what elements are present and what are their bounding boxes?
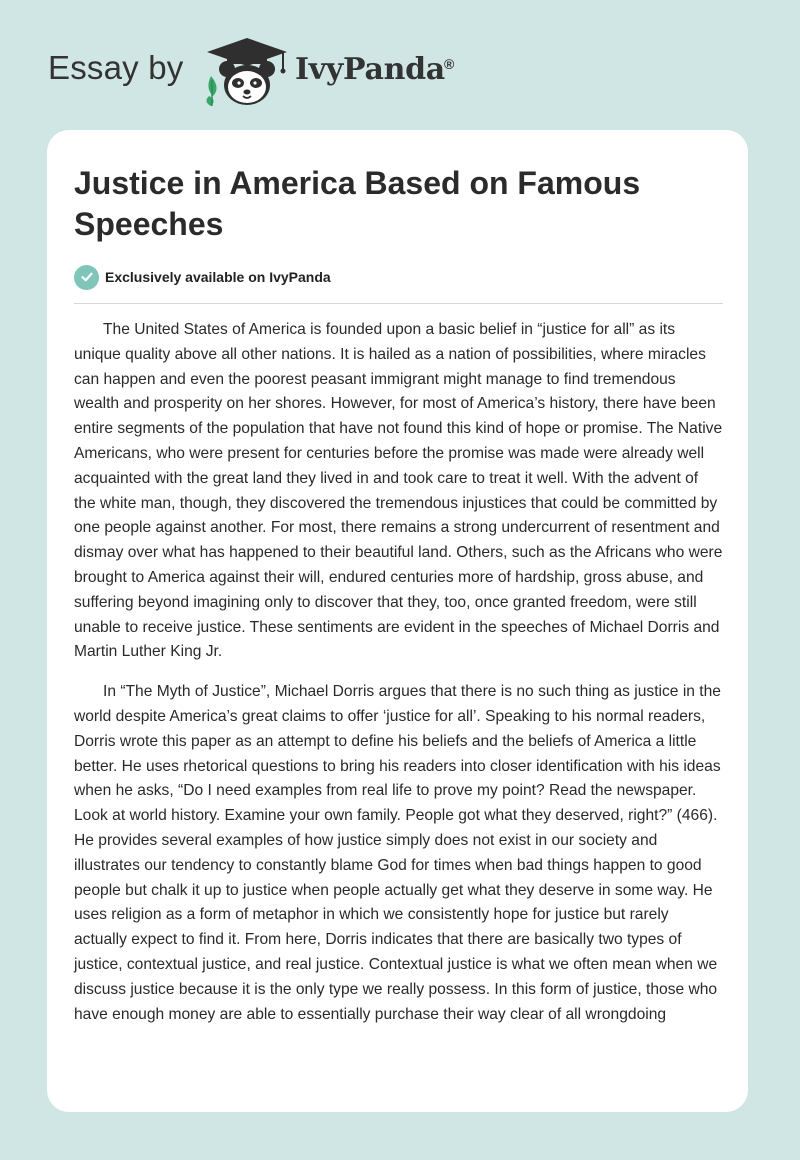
essay-body	[74, 318, 724, 1042]
essay-by-label: Essay by	[48, 49, 184, 86]
essay-card	[47, 130, 748, 1112]
exclusive-badge-label: Exclusively available on IvyPanda	[105, 269, 331, 285]
essay-title: Justice in America Based on Famous Speeches	[74, 165, 641, 242]
paragraph: In “The Myth of Justice”, Michael Dorris argues that there is no such thing as justice in the world despite America’s great claims to offer ‘justice for all’. Speaking to his normal readers, Dorris wrote this paper as an attempt to define his beliefs and the beliefs of America a little better. He uses rhetorical questions to bring his readers into closer identification with his ideas when he asks, “Do I need examples from real life to prove my point? Read the newspaper. Look at world history. Examine your own family. People got what they deserved, right?” (466). He provides several examples of how justice simply does not exist in our society and illustrates our tendency to constantly blame God for times when bad things happen to good people but chalk it up to justice when people actually get what they deserve in some way. He uses religion as a form of metaphor in which we consistently hope for justice but rarely actually expect to find it. From here, Dorris indicates that there are basically two types of justice, contextual justice, and real justice. Contextual justice is what we often mean when we discuss justice because it is the only type we really possess. In this form of justice, those who have enough money are able to essentially purchase their way clear of all wrongdoing	[74, 683, 721, 1023]
check-icon	[74, 265, 99, 290]
divider	[74, 303, 723, 304]
registered-mark: ®	[444, 56, 455, 72]
brand-name[interactable]: IvyPanda	[295, 52, 445, 87]
panda-graduate-icon[interactable]	[203, 36, 291, 108]
site-header	[0, 0, 800, 130]
exclusive-badge	[74, 264, 331, 290]
paragraph: The United States of America is founded upon a basic belief in “justice for all” as its unique quality above all other nations. It is hailed as a nation of possibilities, where miracles can happen and even the poorest peasant immigrant might manage to find tremendous wealth and prosperity on her shores. However, for most of America’s history, there have been entire segments of the population that have not found this kind of hope or promise. The Native Americans, who were present for centuries before the promise was made were already well acquainted with the great land they lived in and took care to treat it well. With the advent of the white man, though, they discovered the tremendous injustices that could be committed by one people against another. For most, there remains a strong undercurrent of resentment and dismay over what has happened to their beautiful land. Others, such as the Africans who were brought to America against their will, endured centuries more of hardship, gross abuse, and suffering beyond imagining only to discover that they, too, once granted freedom, were still unable to receive justice. These sentiments are evident in the speeches of Michael Dorris and Martin Luther King Jr.	[74, 321, 723, 661]
